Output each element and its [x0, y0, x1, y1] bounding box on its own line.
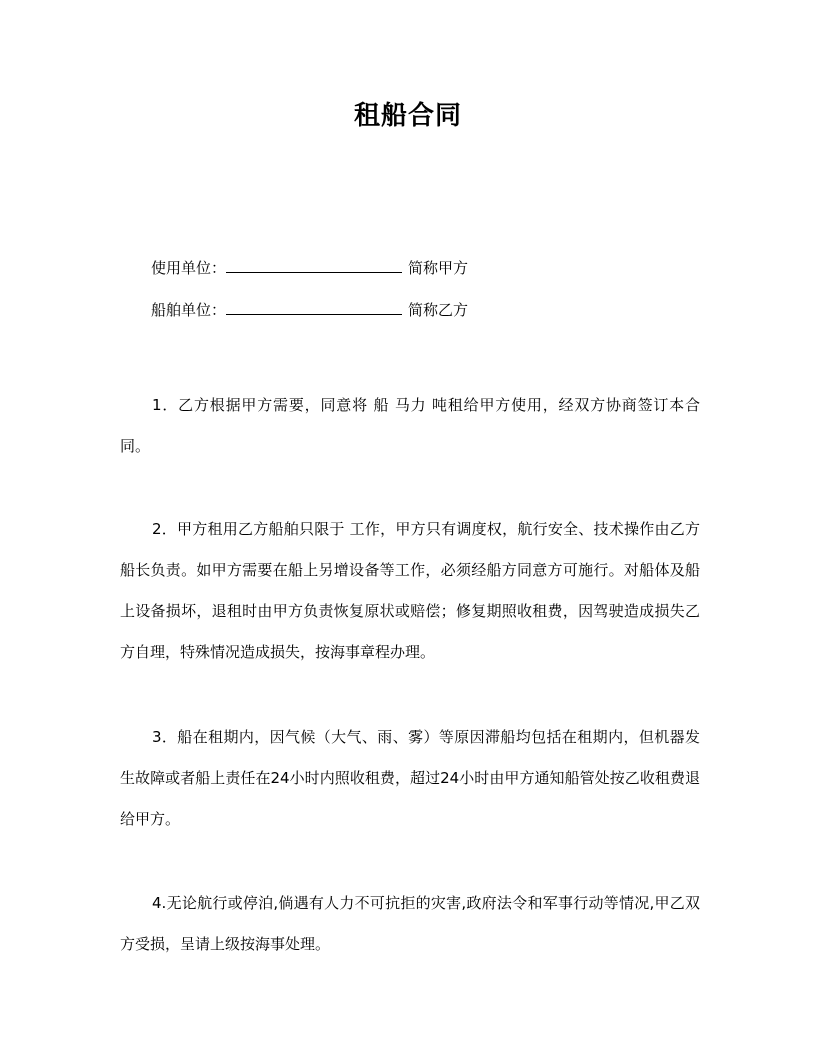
clause-1: 1．乙方根据甲方需要，同意将 船 马力 吨租给甲方使用，经双方协商签订本合同。 [120, 396, 700, 455]
clause-3: 3．船在租期内，因气候（大气、雨、雾）等原因滞船均包括在租期内，但机器发生故障或者船上责任在24小时内照收租费，超过24小时由甲方通知船管处按乙收租费退给甲方。 [120, 728, 700, 828]
user-unit-blank [226, 254, 402, 273]
clause-4: 4.无论航行或停泊,倘遇有人力不可抗拒的灾害,政府法令和军事行动等情况,甲乙双方受损，呈请上级按海事处理。 [120, 894, 700, 953]
user-unit-abbrev: 简称甲方 [408, 259, 469, 277]
ship-unit-abbrev: 简称乙方 [408, 301, 469, 319]
ship-unit-blank [226, 296, 402, 315]
user-unit-line [151, 254, 468, 280]
ship-unit-label: 船舶单位： [151, 301, 227, 319]
document-title: 租船合同 [353, 101, 462, 131]
ship-unit-line [151, 296, 468, 322]
clause-2: 2．甲方租用乙方船舶只限于 工作，甲方只有调度权，航行安全、技术操作由乙方船长负责。如甲方需要在船上另增设备等工作，必须经船方同意方可施行。对船体及船上设备损坏，退租时由甲方负责恢复原状或赔偿；修复期照收租费，因驾驶造成损失乙方自理，特殊情况造成损失，按海事章程办理。 [120, 520, 700, 661]
user-unit-label: 使用单位： [151, 259, 227, 277]
